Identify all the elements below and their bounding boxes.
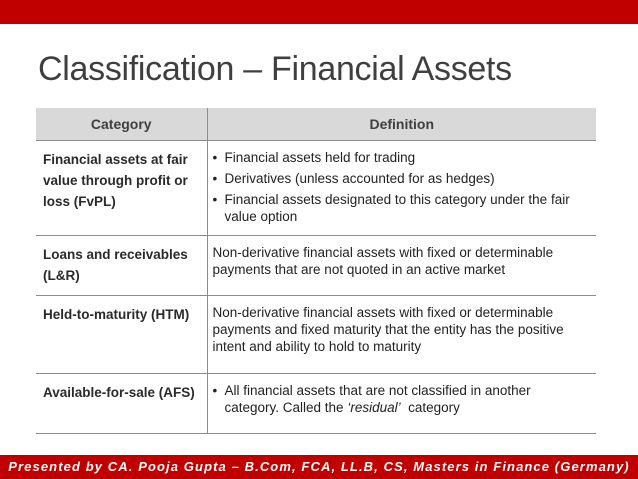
bullet-item: • Derivatives (unless accounted for as hedges) bbox=[213, 170, 589, 187]
definition-cell: Non-derivative financial assets with fixed or determinable payments and fixed maturity that the entity has the positive intent and ability to hold to maturity bbox=[207, 296, 596, 374]
definition-text: All financial assets that are not classified in another category. Called the bbox=[224, 383, 531, 415]
classification-table bbox=[36, 108, 596, 434]
category-cell: Available-for-sale (AFS) bbox=[36, 374, 207, 434]
definition-text-tail: category bbox=[400, 400, 460, 415]
residual-term: ‘residual’ bbox=[347, 400, 401, 415]
slide-title: Classification – Financial Assets bbox=[38, 50, 512, 88]
definition-bullet-list bbox=[213, 149, 589, 225]
table-header-row bbox=[36, 108, 596, 141]
top-accent-bar bbox=[0, 0, 638, 24]
bullet-item: • Financial assets held for trading bbox=[213, 149, 589, 166]
header-definition: Definition bbox=[207, 108, 596, 141]
table-row-htm bbox=[36, 296, 596, 374]
category-cell: Loans and receivables (L&R) bbox=[36, 236, 207, 296]
bullet-item: • Financial assets designated to this category under the fair value option bbox=[213, 191, 589, 225]
definition-cell: Non-derivative financial assets with fixed or determinable payments that are not quoted in an active market bbox=[207, 236, 596, 296]
bullet-item bbox=[213, 382, 589, 416]
presenter-footer: Presented by CA. Pooja Gupta – B.Com, FCA, LL.B, CS, Masters in Finance (Germany) bbox=[0, 455, 638, 479]
category-cell: Held-to-maturity (HTM) bbox=[36, 296, 207, 374]
table-row-lr bbox=[36, 236, 596, 296]
header-category: Category bbox=[36, 108, 207, 141]
category-cell: Financial assets at fair value through profit or loss (FvPL) bbox=[36, 141, 207, 236]
definition-cell bbox=[207, 141, 596, 236]
table-row-fvpl bbox=[36, 141, 596, 236]
definition-bullet-list bbox=[213, 382, 589, 416]
table-row-afs bbox=[36, 374, 596, 434]
definition-cell bbox=[207, 374, 596, 434]
